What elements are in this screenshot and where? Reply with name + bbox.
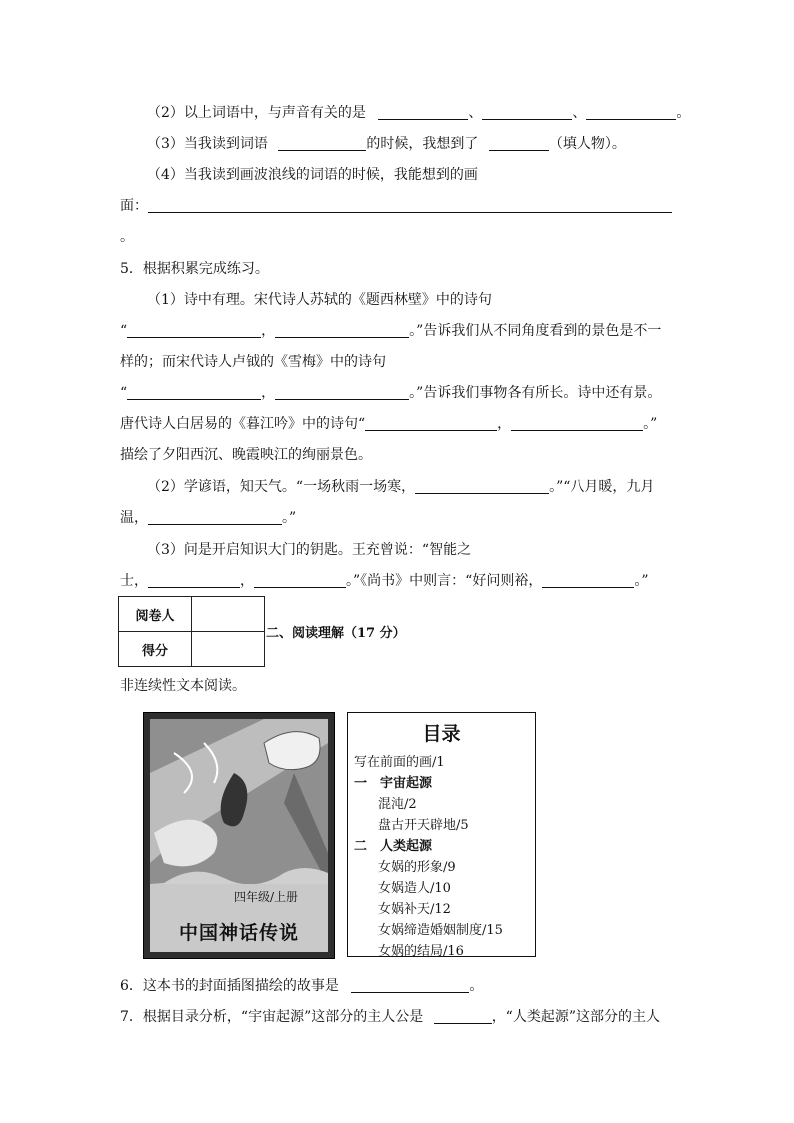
answer-blank[interactable] — [542, 573, 634, 588]
toc-item: 女娲的结局/16 — [378, 944, 464, 959]
answer-blank[interactable] — [278, 136, 366, 151]
q4-part4: （4）当我读到画波浪线的词语的时候，我能想到的画 — [147, 167, 478, 183]
answer-blank[interactable] — [275, 323, 409, 338]
answer-blank[interactable] — [351, 978, 469, 993]
q5-s1: （1）诗中有理。宋代诗人苏轼的《题西林壁》中的诗句 — [147, 292, 492, 308]
answer-blank[interactable] — [586, 105, 676, 120]
answer-blank[interactable] — [482, 105, 572, 120]
answer-blank[interactable] — [434, 1009, 492, 1024]
q5-s1-line2: “ ， 。”告诉我们从不同角度看到的景色是不一 — [120, 323, 662, 339]
q5-s3: （3）问是开启知识大门的钥匙。王充曾说：“智能之 — [147, 542, 472, 558]
toc-section: 二 人类起源 — [354, 839, 433, 854]
answer-blank[interactable] — [148, 510, 282, 525]
toc-item: 盘古开天辟地/5 — [378, 818, 469, 833]
q4-part4-cont: 面： — [120, 196, 672, 216]
answer-blank[interactable] — [378, 105, 468, 120]
answer-blank[interactable] — [275, 385, 409, 400]
toc-title: 目录 — [422, 723, 461, 745]
q4-part3: （3）当我读到词语 的时候，我想到了 （填人物）。 — [147, 136, 626, 152]
section-heading: 二、阅读理解（17 分） — [266, 626, 406, 641]
answer-blank[interactable] — [511, 416, 643, 431]
q5-s2: （2）学谚语，知天气。“一场秋雨一场寒， 。”“八月暖，九月 — [147, 479, 655, 495]
answer-blank[interactable] — [254, 573, 346, 588]
q5-s1-line3: 样的；而宋代诗人卢钺的《雪梅》中的诗句 — [120, 354, 386, 370]
toc-item: 女娲的形象/9 — [378, 860, 456, 875]
q5-s1-line4: “ ， 。”告诉我们事物各有所长。诗中还有景。 — [120, 385, 662, 401]
q5-s3-line2: 士， ， 。”《尚书》中则言：“好问则裕， 。” — [120, 573, 649, 589]
toc-item: 女娲缔造婚姻制度/15 — [378, 923, 503, 938]
reviewer-label: 阅卷人 — [119, 597, 192, 632]
q5-title: 5．根据积累完成练习。 — [120, 261, 269, 277]
score-table — [118, 596, 265, 667]
answer-blank[interactable] — [415, 479, 549, 494]
toc-item: 女娲补天/12 — [378, 902, 451, 917]
answer-blank[interactable] — [127, 323, 261, 338]
q4-part2: （2）以上词语中，与声音有关的是 、 、 。 — [147, 105, 691, 121]
score-cell[interactable] — [192, 632, 265, 667]
toc-item: 写在前面的画/1 — [354, 755, 445, 770]
q7: 7．根据目录分析，“宇宙起源”这部分的主人公是 ，“人类起源”这部分的主人 — [120, 1009, 661, 1025]
answer-blank[interactable] — [148, 198, 672, 213]
q5-s1-line5: 唐代诗人白居易的《暮江吟》中的诗句“ ， 。” — [120, 416, 658, 432]
q5-s2-line2: 温， 。” — [120, 510, 297, 526]
book-title: 中国神话传说 — [152, 918, 326, 945]
answer-blank[interactable] — [489, 136, 549, 151]
answer-blank[interactable] — [127, 385, 261, 400]
q4-part4-end: 。 — [120, 229, 134, 245]
reviewer-cell[interactable] — [192, 597, 265, 632]
q6: 6．这本书的封面插图描绘的故事是 。 — [120, 978, 484, 994]
reading-intro: 非连续性文本阅读。 — [120, 678, 246, 694]
book-grade: 四年级/上册 — [230, 888, 302, 905]
score-label: 得分 — [119, 632, 192, 667]
answer-blank[interactable] — [365, 416, 497, 431]
toc-item: 混沌/2 — [378, 797, 417, 812]
table-of-contents — [347, 712, 536, 957]
toc-item: 女娲造人/10 — [378, 881, 451, 896]
q5-s1-line6: 描绘了夕阳西沉、晚霞映江的绚丽景色。 — [120, 447, 372, 463]
toc-section: 一 宇宙起源 — [354, 776, 433, 791]
answer-blank[interactable] — [148, 573, 240, 588]
